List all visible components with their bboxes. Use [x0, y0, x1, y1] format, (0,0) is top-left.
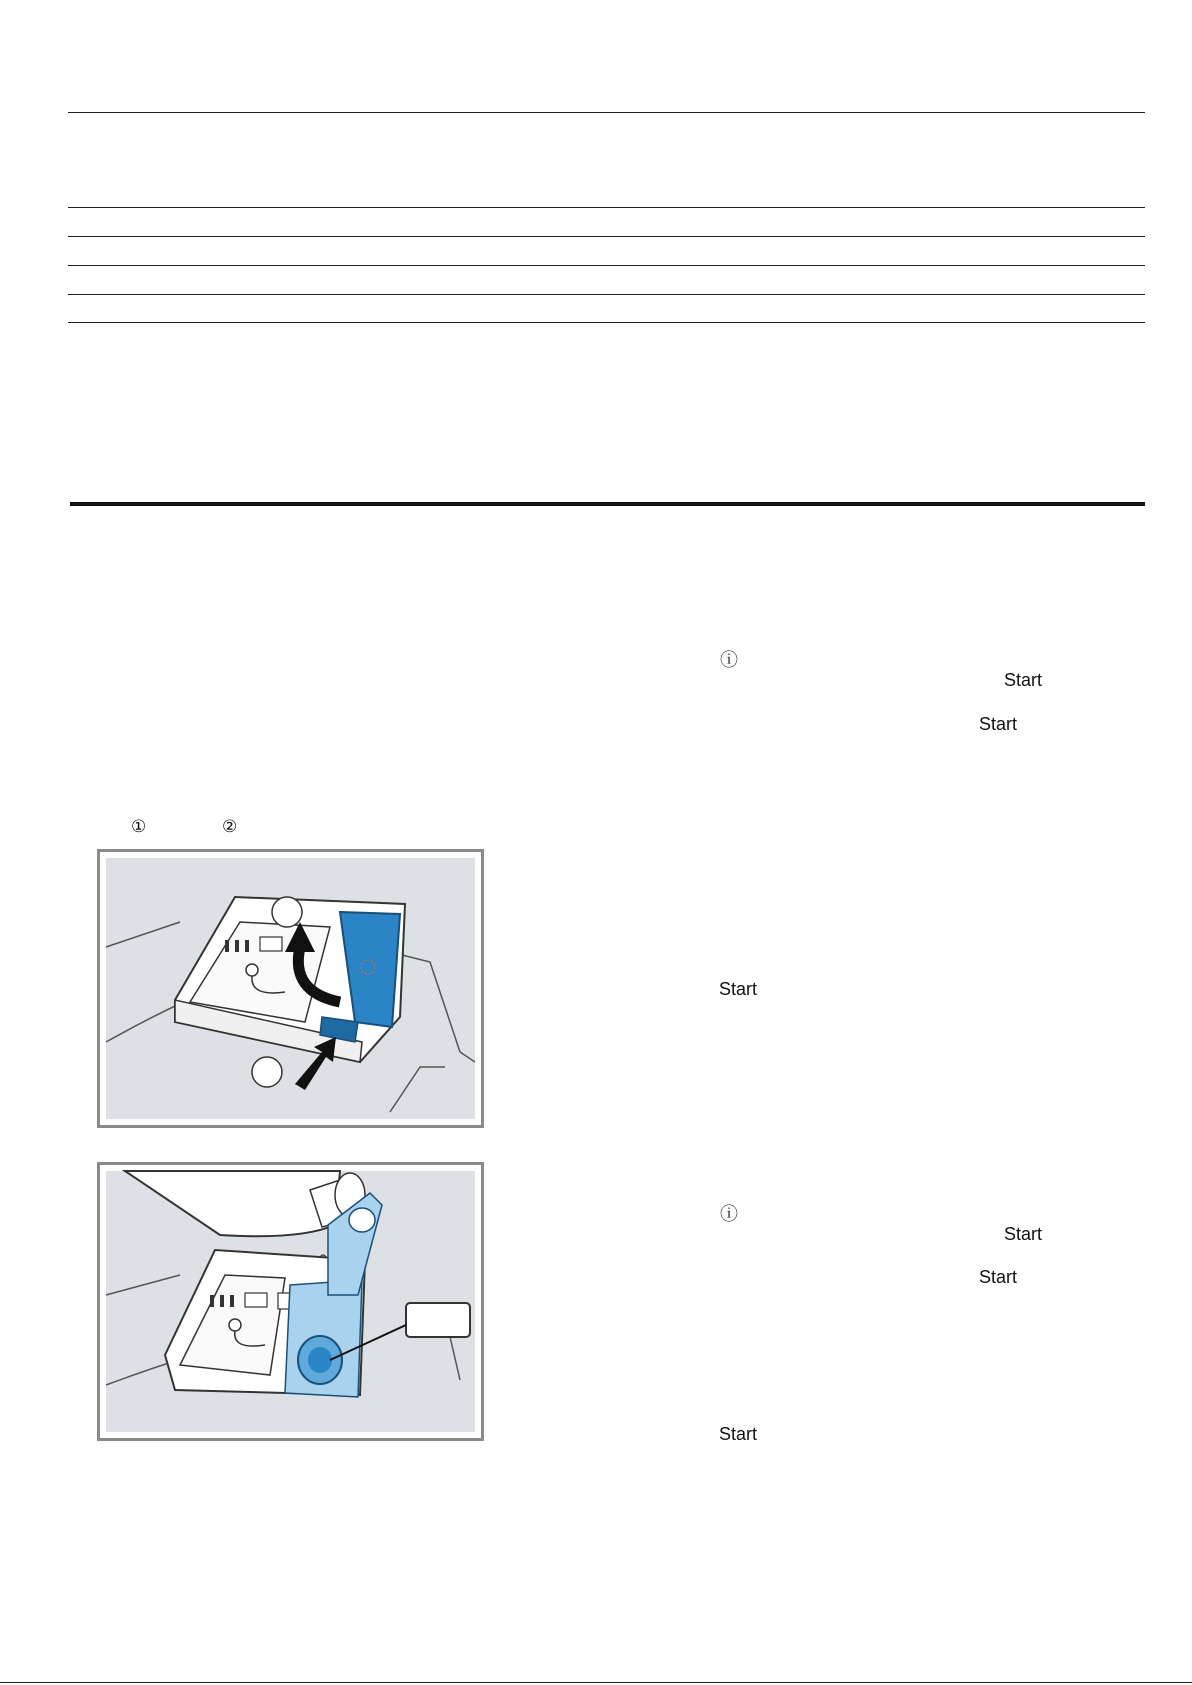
page-bottom-rule: [0, 1682, 1192, 1683]
start-button-label: Start: [1004, 670, 1043, 690]
marker-2: ②: [222, 817, 238, 836]
marker-1: ①: [131, 817, 147, 836]
start-button-label: Start: [719, 1424, 758, 1444]
figure-open-dispenser: [97, 849, 484, 1128]
table-rule-3: [68, 265, 1145, 266]
start-button-label: Start: [979, 1267, 1018, 1287]
figure-fill-rinse-aid: [97, 1162, 484, 1441]
table-rule-top: [68, 112, 1145, 113]
table-rule-4: [68, 294, 1145, 295]
start-button-label: Start: [1004, 1224, 1043, 1244]
rinse-aid-fill-illustration: [100, 1165, 481, 1438]
info-icon: ⓘ: [720, 650, 738, 670]
table-rule-2: [68, 236, 1145, 237]
section-divider: [70, 502, 1145, 506]
table-rule-1: [68, 207, 1145, 208]
dispenser-open-illustration: [100, 852, 481, 1125]
info-icon: ⓘ: [720, 1204, 738, 1224]
start-button-label: Start: [979, 714, 1018, 734]
start-button-label: Start: [719, 979, 758, 999]
table-rule-bottom: [68, 322, 1145, 323]
